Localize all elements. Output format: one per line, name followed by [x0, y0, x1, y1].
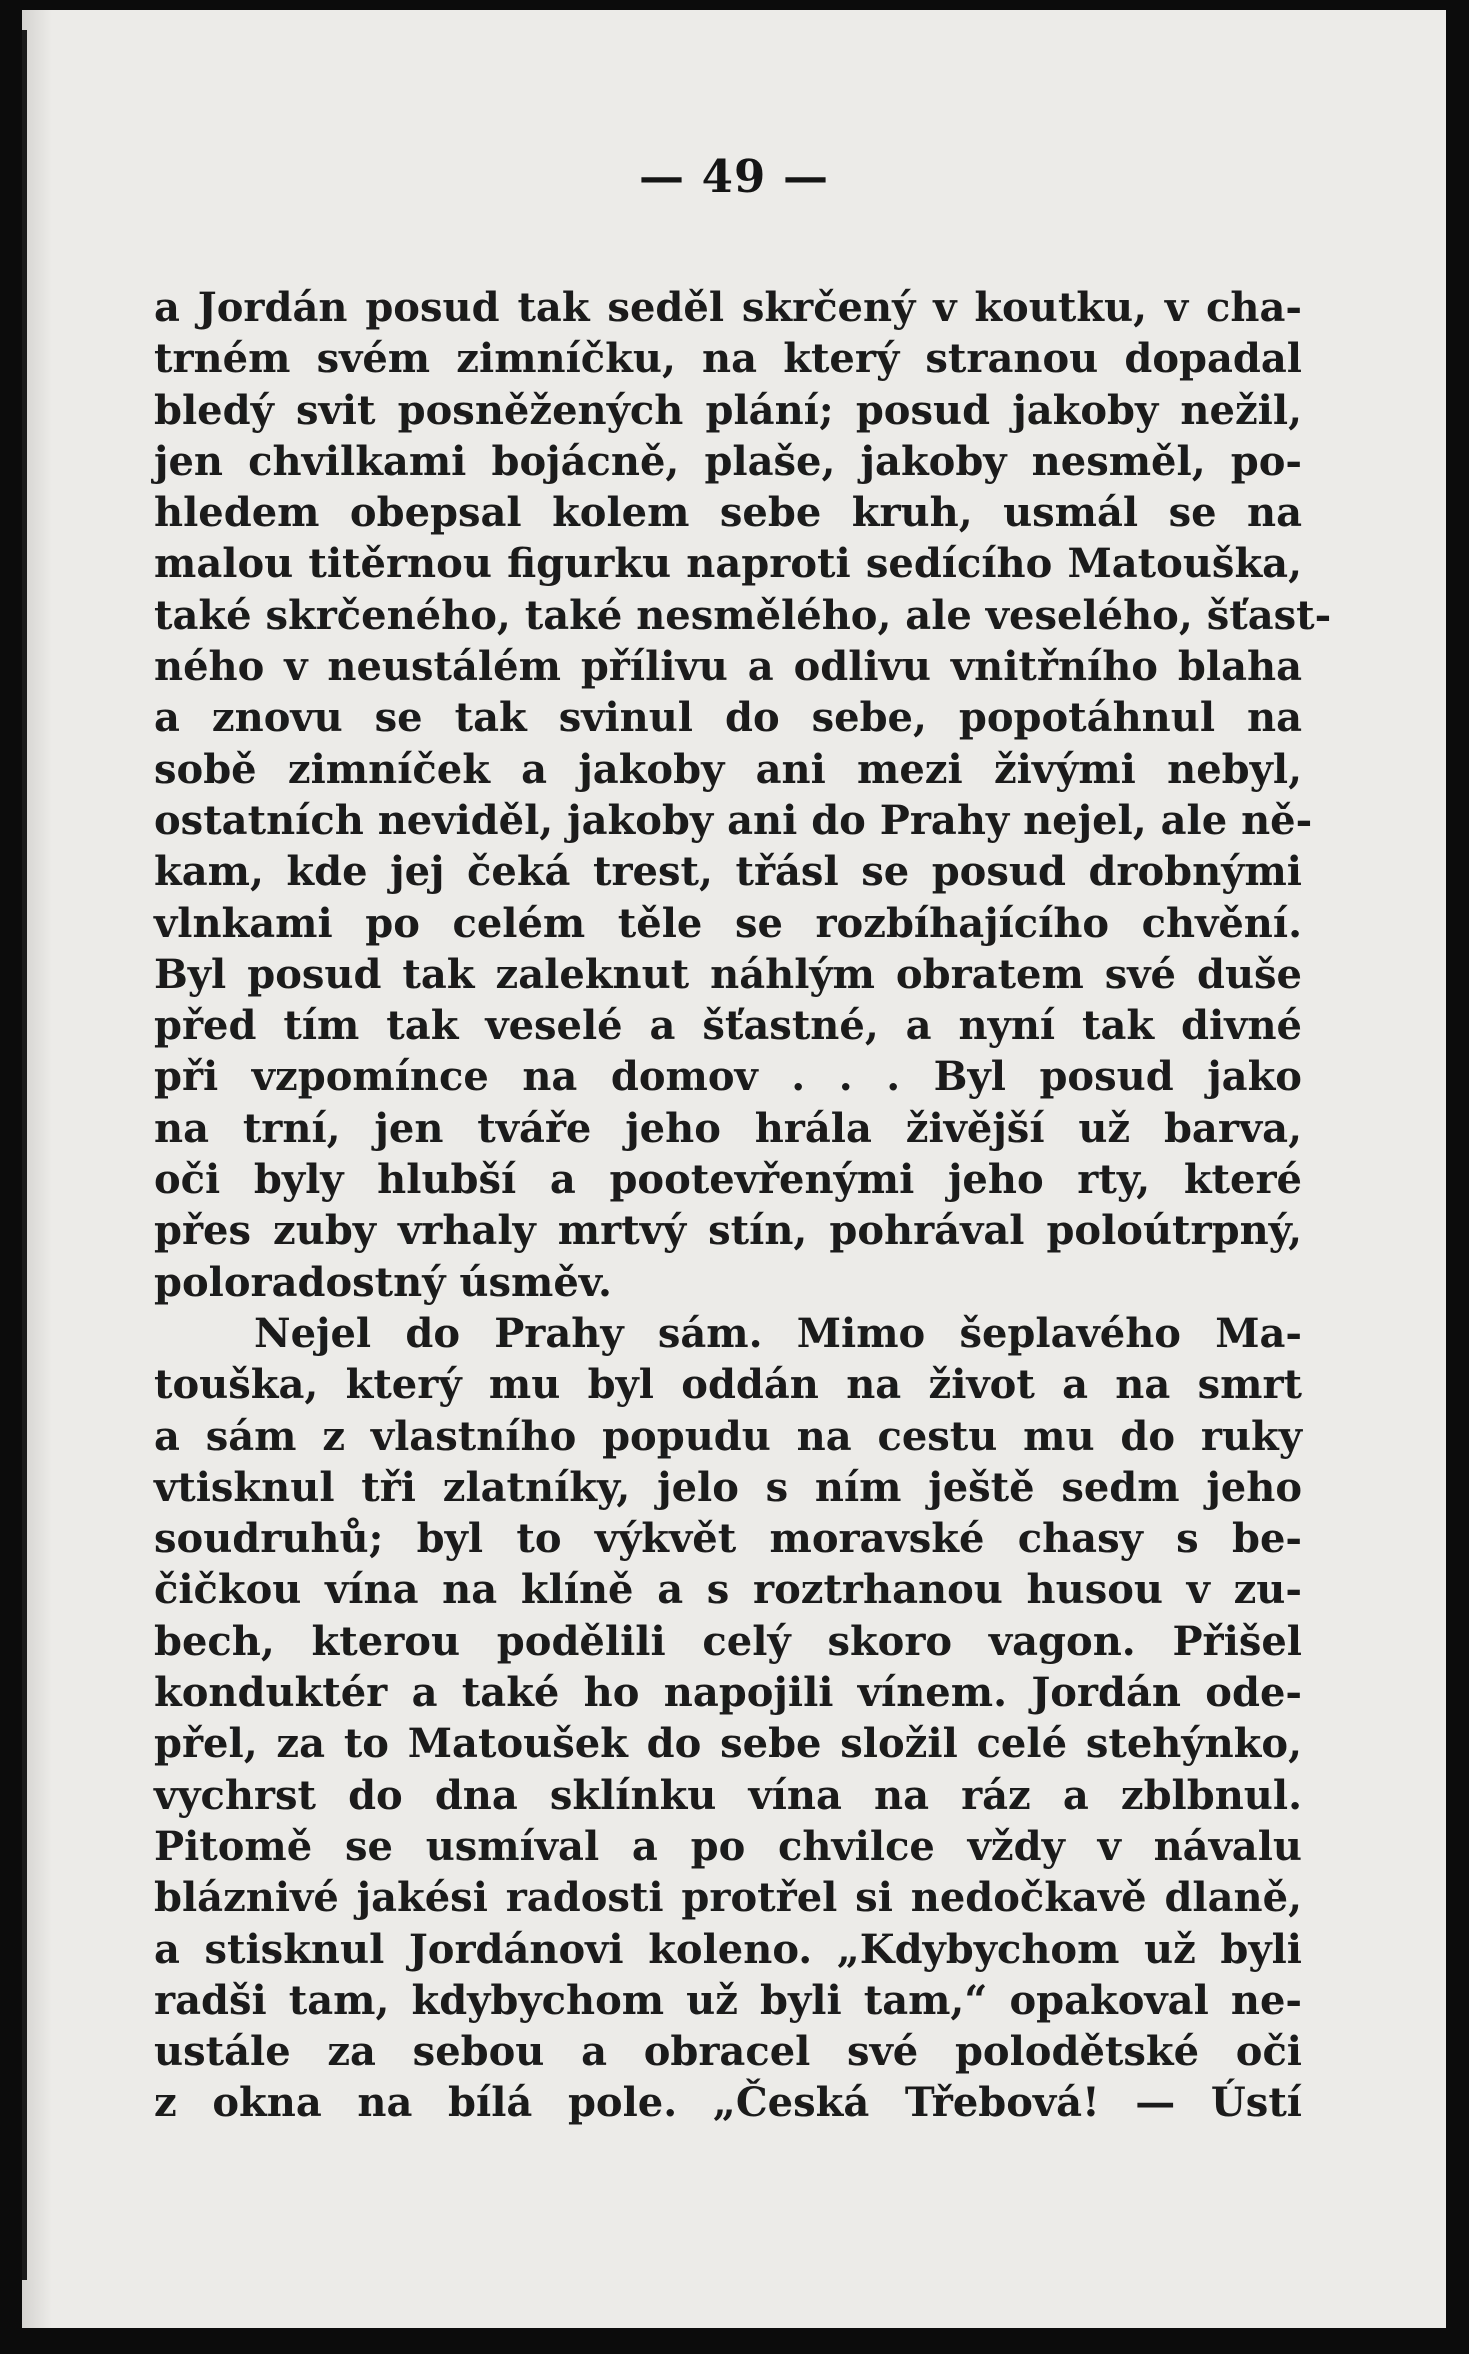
- text-line: vtisknul tři zlatníky, jelo s ním ještě sedm jeho: [154, 1463, 1302, 1511]
- text-line: malou titěrnou figurku naproti sedícího Matouška,: [154, 540, 1302, 588]
- text-line: před tím tak veselé a šťastné, a nyní tak divné: [154, 1002, 1302, 1050]
- text-line: čičkou vína na klíně a s roztrhanou husou v zu-: [154, 1566, 1302, 1614]
- text-line: bledý svit posněžených plání; posud jakoby nežil,: [154, 386, 1302, 434]
- text-line: Byl posud tak zaleknut náhlým obratem své duše: [154, 950, 1302, 998]
- text-line: hledem obepsal kolem sebe kruh, usmál se na: [154, 489, 1302, 537]
- text-line: na trní, jen tváře jeho hrála živější už barva,: [154, 1104, 1302, 1152]
- text-line: ného v neustálém přílivu a odlivu vnitřního blaha: [154, 643, 1302, 691]
- text-line: sobě zimníček a jakoby ani mezi živými nebyl,: [154, 745, 1302, 793]
- text-line: také skrčeného, také nesmělého, ale veselého, šťast-: [154, 591, 1332, 639]
- text-line: bech, kterou podělili celý skoro vagon. Přišel: [154, 1617, 1302, 1665]
- text-line: trném svém zimníčku, na který stranou dopadal: [154, 335, 1302, 383]
- text-line: soudruhů; byl to výkvět moravské chasy s be-: [154, 1515, 1302, 1563]
- text-line: jen chvilkami bojácně, plaše, jakoby nesměl, po-: [154, 437, 1302, 485]
- text-line: vlnkami po celém těle se rozbíhajícího chvění.: [154, 899, 1302, 947]
- text-line: z okna na bílá pole. „Česká Třebová! — Ústí: [154, 2079, 1302, 2127]
- text-line: kam, kde jej čeká trest, třásl se posud drobnými: [154, 848, 1302, 896]
- text-line: konduktér a také ho napojili vínem. Jordán ode-: [154, 1669, 1302, 1717]
- text-line: ustále za sebou a obracel své polodětské oči: [154, 2028, 1302, 2076]
- text-line: vychrst do dna sklínku vína na ráz a zblbnul.: [154, 1771, 1302, 1819]
- body-text: [154, 282, 1332, 2129]
- text-line: a Jordán posud tak seděl skrčený v koutku, v cha-: [154, 284, 1302, 331]
- book-page: [22, 10, 1446, 2328]
- text-line: při vzpomínce na domov . . . Byl posud jako: [154, 1053, 1302, 1101]
- text-line: oči byly hlubší a pootevřenými jeho rty, které: [154, 1156, 1302, 1204]
- text-line: a sám z vlastního popudu na cestu mu do ruky: [154, 1412, 1302, 1460]
- text-line: radši tam, kdybychom už byli tam,“ opakoval ne-: [154, 1976, 1302, 2024]
- paragraph-end-line: poloradostný úsměv.: [154, 1258, 612, 1306]
- text-line: Pitomě se usmíval a po chvilce vždy v návalu: [154, 1822, 1302, 1870]
- text-line: touška, který mu byl oddán na život a na smrt: [154, 1361, 1302, 1409]
- text-line: a znovu se tak svinul do sebe, popotáhnul na: [154, 694, 1302, 742]
- text-line: ostatních neviděl, jakoby ani do Prahy nejel, ale ně-: [154, 796, 1313, 844]
- text-line: přel, za to Matoušek do sebe složil celé stehýnko,: [154, 1720, 1302, 1768]
- text-line: bláznivé jakési radosti protřel si nedočkavě dlaně,: [154, 1874, 1302, 1922]
- binding-edge: [22, 30, 27, 2280]
- page-number: — 49 —: [639, 150, 829, 203]
- paragraph-start-line: Nejel do Prahy sám. Mimo šeplavého Ma-: [254, 1309, 1302, 1357]
- text-line: přes zuby vrhaly mrtvý stín, pohrával poloútrpný,: [154, 1207, 1302, 1255]
- text-line: a stisknul Jordánovi koleno. „Kdybychom už byli: [154, 1925, 1302, 1973]
